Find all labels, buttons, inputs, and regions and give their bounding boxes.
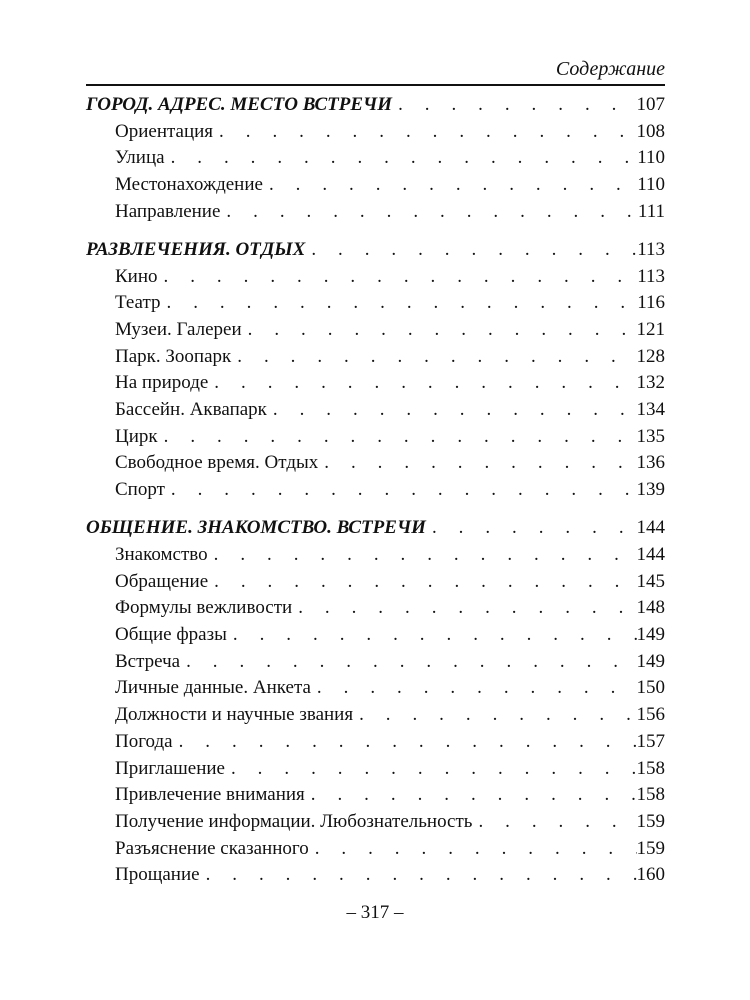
dot-leader [213, 119, 636, 146]
toc-entry [86, 424, 665, 451]
dot-leader [161, 290, 638, 317]
dot-leader [220, 199, 637, 226]
toc-entry-page: 132 [636, 372, 665, 394]
toc-entry-title: Общие фразы [115, 624, 227, 646]
toc-entry-page: 111 [637, 200, 665, 222]
toc-entry-page: 158 [636, 757, 665, 779]
toc-entry-page: 136 [636, 452, 665, 474]
toc-entry-title: Цирк [115, 425, 158, 447]
dot-leader [208, 542, 637, 569]
dot-leader [305, 782, 637, 809]
dot-leader [263, 172, 637, 199]
toc-entry-page: 121 [636, 319, 665, 340]
toc-entry-title: Приглашение [115, 757, 225, 779]
toc-entry-page: 134 [636, 399, 665, 421]
toc-entry [86, 199, 665, 226]
toc-entry-title: Прощание [115, 864, 200, 886]
toc-entry-page: 150 [636, 677, 665, 699]
toc-entry-title: Бассейн. Аквапарк [115, 399, 267, 421]
toc-entry [86, 344, 665, 371]
toc-entry [86, 729, 665, 756]
toc-entry-title: Формулы вежливости [115, 597, 293, 619]
dot-leader [353, 702, 636, 729]
toc-entry-page: 139 [636, 479, 665, 501]
toc-entry [86, 809, 665, 836]
toc-entry-title: Театр [115, 292, 161, 314]
toc-section [86, 237, 665, 504]
dot-leader [392, 92, 636, 119]
toc-entry-page: 160 [636, 864, 665, 886]
toc-entry [86, 862, 665, 889]
dot-leader [208, 569, 636, 596]
dot-leader [318, 450, 636, 477]
toc-entry [86, 477, 665, 504]
dot-leader [173, 729, 637, 756]
dot-leader [309, 836, 637, 863]
toc-entry-title: Кино [115, 265, 158, 287]
section-heading [86, 92, 665, 119]
toc-entry-page: 113 [637, 265, 665, 287]
section-heading-page: 107 [636, 94, 665, 115]
section-heading-title: ОБЩЕНИЕ. ЗНАКОМСТВО. ВСТРЕЧИ [86, 517, 426, 539]
toc-entry-title: Улица [115, 147, 165, 169]
toc-entry [86, 675, 665, 702]
dot-leader [165, 477, 637, 504]
toc-entry [86, 450, 665, 477]
dot-leader [267, 397, 637, 424]
toc-entry [86, 542, 665, 569]
toc-entry [86, 782, 665, 809]
toc-section [86, 515, 665, 889]
toc-entry-title: Встреча [115, 650, 181, 672]
toc-entry-page: 158 [636, 784, 665, 806]
dot-leader [472, 809, 636, 836]
toc-entry-page: 128 [636, 345, 665, 367]
toc-entry-page: 116 [637, 292, 665, 314]
toc-entry [86, 622, 665, 649]
toc-entry [86, 264, 665, 291]
dot-leader [208, 370, 636, 397]
toc-entry-title: Направление [115, 200, 221, 222]
section-heading [86, 515, 665, 542]
toc-entry-title: Местонахождение [115, 174, 263, 196]
toc-entry-page: 156 [636, 704, 665, 726]
toc-entry-page: 157 [636, 730, 665, 752]
dot-leader [158, 264, 638, 291]
toc-entry-title: Музеи. Галереи [115, 319, 242, 340]
toc-entry [86, 756, 665, 783]
toc-entry-title: Должности и научные звания [115, 704, 354, 726]
toc-entry-title: Привлечение внимания [115, 784, 305, 806]
toc-entry-page: 149 [636, 624, 665, 646]
toc-entry-title: Свободное время. Отдых [115, 452, 319, 474]
dot-leader [227, 622, 637, 649]
toc-entry-page: 145 [636, 570, 665, 592]
header-rule [86, 84, 665, 86]
toc-entry-title: Ориентация [115, 120, 214, 142]
toc-entry-page: 135 [636, 425, 665, 447]
toc-entry-page: 110 [637, 174, 665, 196]
dot-leader [242, 317, 637, 344]
section-heading-title: ГОРОД. АДРЕС. МЕСТО ВСТРЕЧИ [86, 94, 393, 115]
dot-leader [225, 756, 637, 783]
dot-leader [180, 649, 636, 676]
dot-leader [426, 515, 637, 542]
toc-entry-page: 159 [636, 810, 665, 832]
toc-entry-title: Парк. Зоопарк [115, 345, 232, 367]
toc-entry-page: 159 [636, 837, 665, 859]
toc-entry [86, 397, 665, 424]
toc-entry-title: Спорт [115, 479, 165, 501]
toc-entry [86, 172, 665, 199]
toc-entry [86, 370, 665, 397]
page-number: – 317 – [346, 902, 404, 923]
section-heading-page: 144 [636, 517, 665, 539]
dot-leader [158, 424, 637, 451]
dot-leader [200, 862, 637, 889]
toc-entry [86, 145, 665, 172]
toc-entry-title: Получение информации. Любознательность [115, 810, 473, 832]
running-header: Содержание [555, 58, 665, 80]
section-heading-page: 113 [637, 238, 665, 260]
toc-entry-page: 110 [637, 147, 665, 169]
toc-entry-page: 144 [636, 544, 665, 565]
toc-entry-title: Разъяснение сказанного [115, 837, 309, 859]
section-heading [86, 237, 665, 264]
dot-leader [231, 344, 636, 371]
toc-entry [86, 595, 665, 622]
section-heading-title: РАЗВЛЕЧЕНИЯ. ОТДЫХ [86, 238, 306, 260]
toc-entry-page: 149 [636, 650, 665, 672]
toc-section [86, 92, 665, 225]
dot-leader [165, 145, 638, 172]
toc-entry-title: Знакомство [115, 544, 208, 565]
toc-entry-title: Погода [115, 730, 173, 752]
toc-entry-page: 148 [636, 597, 665, 619]
dot-leader [292, 595, 636, 622]
toc-entry-title: Личные данные. Анкета [115, 677, 311, 699]
toc-entry-page: 108 [636, 120, 665, 142]
toc-entry-title: Обращение [115, 570, 209, 592]
toc-entry [86, 569, 665, 596]
table-of-contents [86, 92, 665, 900]
toc-entry-title: На природе [115, 372, 209, 394]
dot-leader [311, 675, 637, 702]
toc-entry [86, 317, 665, 344]
toc-entry [86, 290, 665, 317]
dot-leader [305, 237, 637, 264]
toc-entry [86, 836, 665, 863]
toc-entry [86, 119, 665, 146]
toc-entry [86, 702, 665, 729]
toc-entry [86, 649, 665, 676]
